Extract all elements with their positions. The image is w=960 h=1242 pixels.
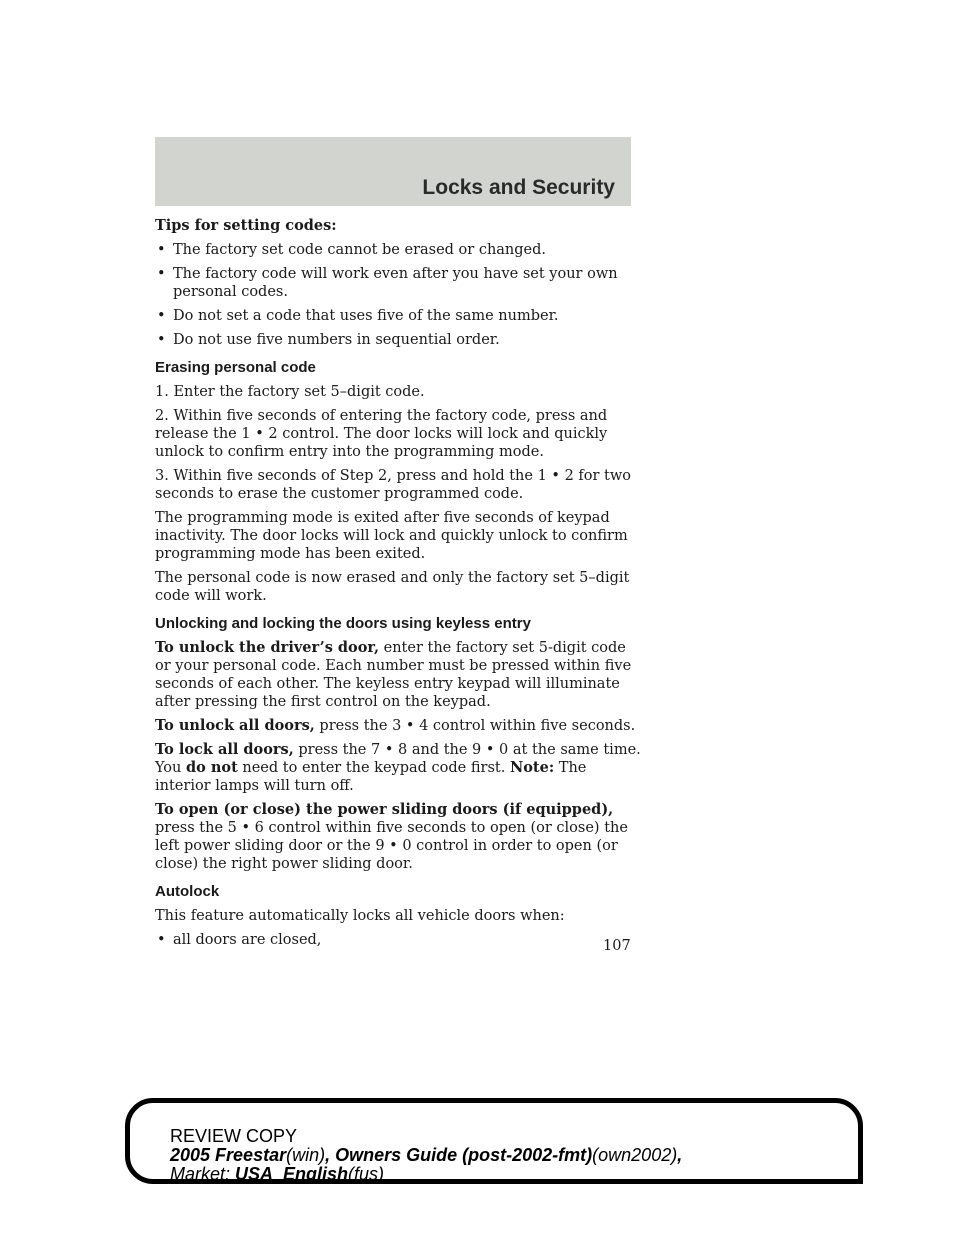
unlock-driver-lead: To unlock the driver’s door, (155, 639, 380, 656)
page-number: 107 (603, 938, 631, 954)
review-model-code: (win) (286, 1145, 326, 1165)
lock-all-para (155, 741, 645, 795)
keyless-heading: Unlocking and locking the doors using keyless entry (155, 615, 531, 632)
tip-item: • The factory set code cannot be erased or changed. (155, 241, 645, 259)
autolock-intro: This feature automatically locks all vehicle doors when: (155, 908, 565, 924)
tip-item: • The factory code will work even after you have set your own personal codes. (155, 265, 645, 301)
note-label: Note: (509, 759, 555, 776)
review-copy-text (170, 1127, 682, 1184)
erasing-step-2: 2. Within five seconds of entering the factory code, press and release the 1 • 2 control. The door locks will lock and quickly unlock to confirm entry into the programming mode. (155, 408, 608, 460)
note-text: The interior lamps will turn off. (155, 760, 587, 794)
review-guide: Owners Guide (post-2002-fmt) (335, 1145, 593, 1165)
section-header-band (155, 137, 631, 206)
lock-all-text-2: need to enter the keypad code first. (237, 760, 510, 776)
tip-item: • Do not set a code that uses five of the same number. (155, 307, 645, 325)
tip-item: • Do not use five numbers in sequential order. (155, 331, 645, 349)
autolock-heading: Autolock (155, 883, 220, 900)
section-title: Locks and Security (422, 176, 615, 199)
review-copy-label: REVIEW COPY (170, 1126, 298, 1146)
autolock-item: • all doors are closed, (155, 931, 645, 949)
sliding-doors-text: press the 5 • 6 control within five seconds to open (or close) the left power sliding door or the 9 • 0 control in order to open (or close) the right power sliding door. (155, 820, 628, 872)
review-model-line (170, 1146, 682, 1165)
unlock-all-para (155, 717, 645, 735)
page-content (155, 217, 645, 955)
erasing-para-1: The programming mode is exited after five seconds of keypad inactivity. The door locks will lock and quickly unlock to confirm programming mode has been exited. (155, 510, 628, 562)
erasing-step-1: 1. Enter the factory set 5–digit code. (155, 384, 425, 400)
erasing-para-2: The personal code is now erased and only the factory set 5–digit code will work. (155, 570, 630, 604)
unlock-driver-text: enter the factory set 5-digit code or your personal code. Each number must be pressed within five seconds of each other. The keyless entry keypad will illuminate after pressing the first control on the keypad. (155, 640, 632, 710)
review-market: USA_English (235, 1164, 349, 1184)
lock-all-lead: To lock all doors, (155, 741, 294, 758)
sliding-doors-lead: To open (or close) the power sliding doors (if equipped), (155, 801, 614, 818)
review-market-label: Market: (170, 1164, 236, 1184)
review-comma: , (677, 1145, 683, 1165)
erasing-heading: Erasing personal code (155, 359, 316, 376)
unlock-driver-para (155, 639, 645, 711)
erasing-step-3: 3. Within five seconds of Step 2, press and hold the 1 • 2 for two seconds to erase the customer programmed code. (155, 468, 632, 502)
review-market-line (170, 1165, 682, 1184)
unlock-all-lead: To unlock all doors, (155, 717, 315, 734)
tips-heading: Tips for setting codes: (155, 217, 337, 234)
review-copy-box (125, 1098, 863, 1184)
review-model: 2005 Freestar (170, 1145, 287, 1165)
unlock-all-text: press the 3 • 4 control within five seconds. (314, 718, 636, 734)
review-market-code: (fus) (348, 1164, 385, 1184)
lock-all-text: press the 7 • 8 and the 9 • 0 at the same time. You (155, 742, 641, 776)
review-guide-code: (own2002) (592, 1145, 678, 1165)
review-sep: , (325, 1145, 336, 1165)
do-not-emphasis: do not (186, 759, 238, 776)
sliding-doors-para (155, 801, 645, 873)
